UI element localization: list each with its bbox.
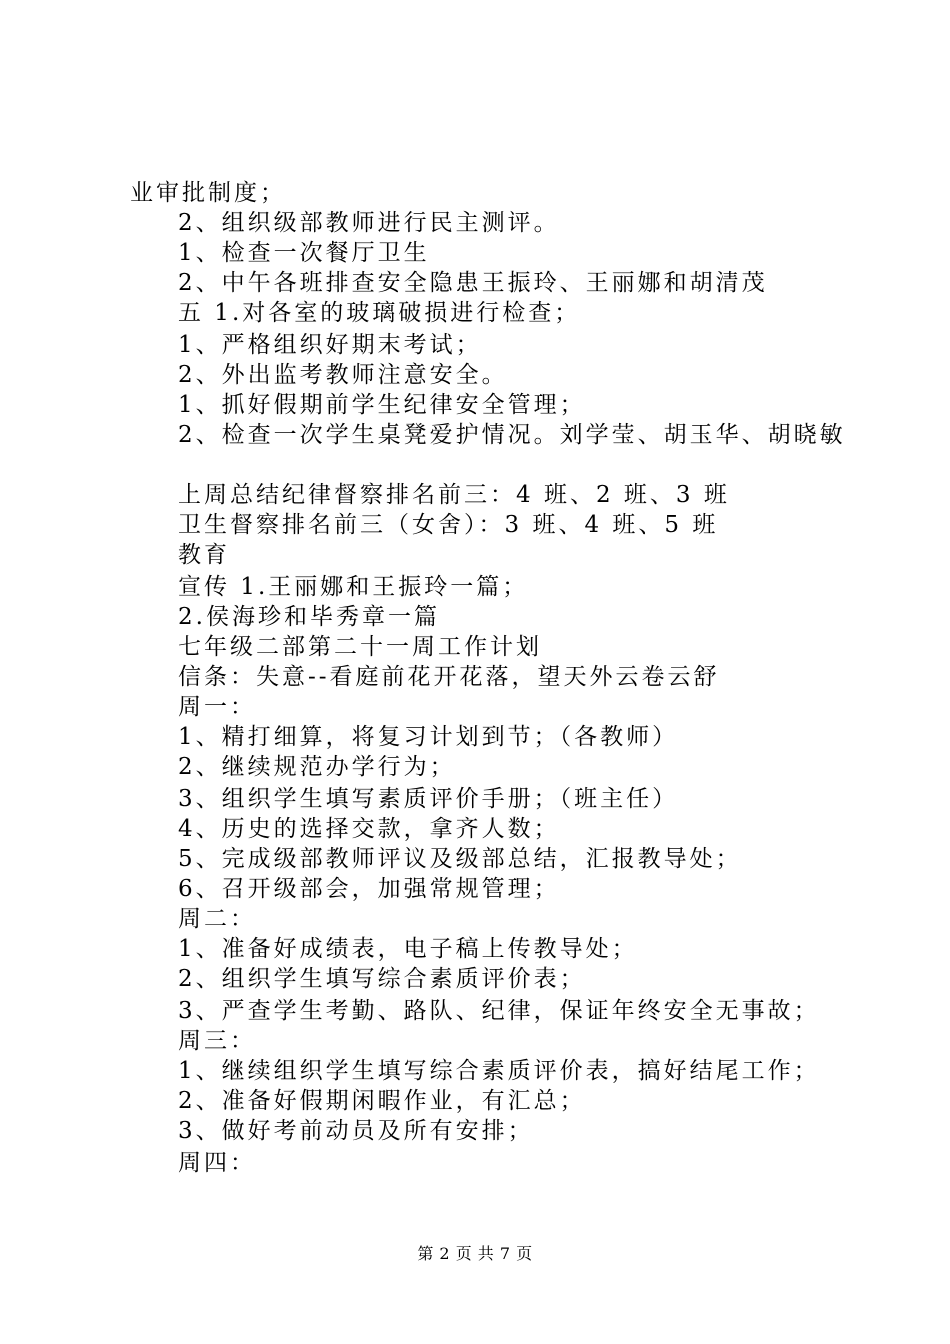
text-line: 卫生督察排名前三（女舍）：3 班、4 班、5 班 — [178, 512, 719, 538]
day-heading: 周四： — [178, 1150, 256, 1176]
text-line: 6、召开级部会，加强常规管理； — [178, 876, 560, 902]
text-line: 2、继续规范办学行为； — [178, 754, 456, 780]
text-line: 2.侯海珍和毕秀章一篇 — [178, 604, 440, 630]
text-line: 1、严格组织好期末考试； — [178, 332, 482, 358]
text-line: 1、准备好成绩表，电子稿上传教导处； — [178, 936, 638, 962]
day-heading: 周三： — [178, 1028, 256, 1054]
text-line: 1、检查一次餐厅卫生 — [178, 240, 430, 266]
text-line: 信条：失意--看庭前花开花落，望天外云卷云舒 — [178, 664, 720, 690]
text-line: 教育 — [178, 542, 230, 568]
text-line: 上周总结纪律督察排名前三：4 班、2 班、3 班 — [178, 482, 730, 508]
text-line: 2、检查一次学生桌凳爱护情况。刘学莹、胡玉华、胡晓敏 — [178, 422, 846, 448]
text-line: 1、精打细算，将复习计划到节；（各教师） — [178, 724, 679, 750]
text-line: 2、中午各班排查安全隐患王振玲、王丽娜和胡清茂 — [178, 270, 768, 296]
text-line: 业审批制度； — [130, 180, 286, 206]
text-line: 1、抓好假期前学生纪律安全管理； — [178, 392, 586, 418]
text-line: 宣传 1.王丽娜和王振玲一篇； — [178, 574, 529, 600]
page-footer: 第 2 页 共 7 页 — [417, 1244, 533, 1263]
text-line: 3、做好考前动员及所有安排； — [178, 1118, 534, 1144]
text-line: 五 1.对各室的玻璃破损进行检查； — [178, 300, 581, 326]
text-line: 4、历史的选择交款，拿齐人数； — [178, 816, 560, 842]
text-line: 1、继续组织学生填写综合素质评价表，搞好结尾工作； — [178, 1058, 820, 1084]
text-line: 2、准备好假期闲暇作业，有汇总； — [178, 1088, 586, 1114]
section-title: 七年级二部第二十一周工作计划 — [178, 634, 542, 660]
text-line: 2、组织级部教师进行民主测评。 — [178, 210, 560, 236]
text-line: 3、组织学生填写素质评价手册；（班主任） — [178, 786, 679, 812]
text-line: 5、完成级部教师评议及级部总结，汇报教导处； — [178, 846, 742, 872]
text-line: 2、组织学生填写综合素质评价表； — [178, 966, 586, 992]
day-heading: 周二： — [178, 906, 256, 932]
text-line: 3、严查学生考勤、路队、纪律，保证年终安全无事故； — [178, 998, 820, 1024]
text-line: 2、外出监考教师注意安全。 — [178, 362, 508, 388]
day-heading: 周一： — [178, 694, 256, 720]
